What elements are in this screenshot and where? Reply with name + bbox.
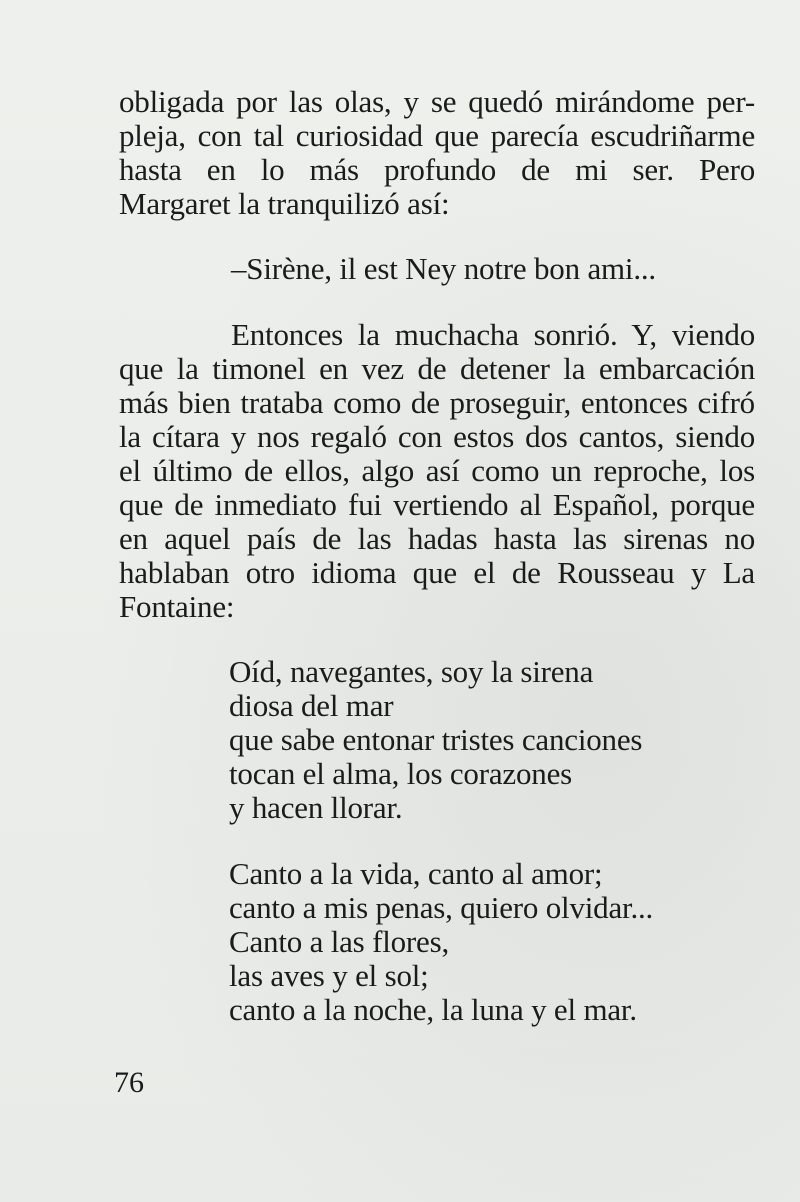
verse-line: diosa del mar [229, 688, 394, 723]
quote-line: –Sirène, il est Ney notre bon ami... [231, 251, 656, 286]
verse-line: Canto a la vida, canto al amor; [229, 856, 603, 891]
paragraph-line: hasta en lo más profundo de mi ser. Pero [119, 152, 755, 187]
paragraph-line: más bien trataba como de proseguir, entonces cifró [119, 385, 755, 420]
paragraph-line: que de inmediato fui vertiendo al Español, porque [119, 487, 755, 522]
paragraph-line: que la timonel en vez de detener la embarcación [119, 351, 755, 386]
verse-line: que sabe entonar tristes canciones [229, 722, 643, 757]
paragraph-line: el último de ellos, algo así como un reproche, los [119, 453, 755, 488]
paragraph-line: en aquel país de las hadas hasta las sirenas no [119, 521, 755, 556]
paragraph-line: Margaret la tranquilizó así: [119, 186, 450, 221]
verse-line: tocan el alma, los corazones [229, 756, 572, 791]
paragraph-line: hablaban otro idioma que el de Rousseau y La [119, 555, 755, 590]
paragraph-line: Entonces la muchacha sonrió. Y, viendo [231, 317, 755, 352]
verse-line: Oíd, navegantes, soy la sirena [229, 654, 594, 689]
paragraph-line: obligada por las olas, y se quedó mirándome per- [119, 84, 755, 119]
verse-line: Canto a las flores, [229, 924, 450, 959]
verse-line: y hacen llorar. [229, 790, 403, 825]
page-number: 76 [114, 1066, 144, 1099]
paragraph-line: Fontaine: [119, 589, 235, 624]
paragraph-line: pleja, con tal curiosidad que parecía escudriñarme [119, 118, 755, 153]
verse-line: canto a la noche, la luna y el mar. [229, 992, 637, 1027]
verse-line: canto a mis penas, quiero olvidar... [229, 890, 654, 925]
paragraph-line: la cítara y nos regaló con estos dos cantos, siendo [119, 419, 755, 454]
verse-line: las aves y el sol; [229, 958, 429, 993]
